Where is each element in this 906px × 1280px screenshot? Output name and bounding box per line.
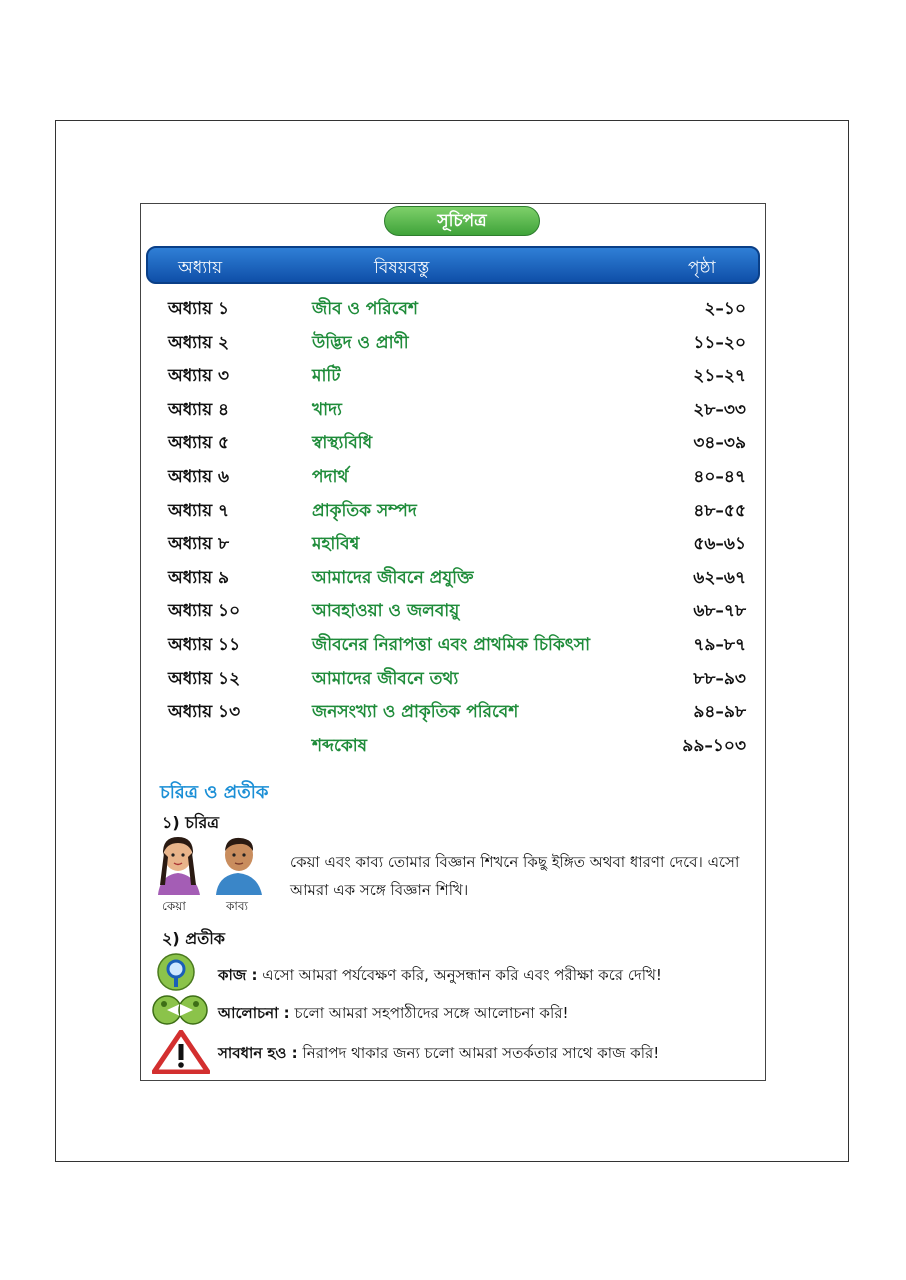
toc-chapter: অধ্যায় ৬ (168, 467, 230, 487)
toc-pages: ৪৮–৫৫ (693, 500, 746, 521)
toc-chapter: অধ্যায় ২ (168, 332, 230, 353)
symbol-discuss-row (152, 990, 752, 1034)
toc-topic: জীবনের নিরাপত্তা এবং প্রাথমিক চিকিৎসা (312, 635, 591, 655)
caution-text: নিরাপদ থাকার জন্য চলো আমরা সতর্কতার সাথে কাজ করি! (302, 1044, 660, 1062)
toc-topic: জনসংখ্যা ও প্রাকৃতিক পরিবেশ (312, 702, 519, 723)
toc-row (160, 292, 750, 322)
toc-pages: ২১–২৭ (693, 366, 746, 387)
toc-topic: আবহাওয়া ও জলবায়ু (312, 601, 460, 622)
magnifier-icon (156, 952, 196, 992)
header-chapter: অধ্যায় (178, 258, 223, 278)
toc-row (160, 695, 750, 725)
toc-chapter: অধ্যায় ১২ (168, 668, 241, 689)
caution-label: সাবধান হও : (218, 1044, 298, 1062)
toc-row (160, 662, 750, 692)
toc-row (160, 527, 750, 557)
toc-pages: ৩৪–৩৯ (693, 433, 746, 454)
toc-topic: খাদ্য (312, 399, 342, 420)
toc-topic: পদার্থ (312, 467, 349, 487)
discuss-text: চলো আমরা সহপাঠীদের সঙ্গে আলোচনা করি! (294, 1004, 569, 1022)
toc-chapter: অধ্যায় ৮ (168, 534, 230, 555)
toc-header (146, 246, 760, 284)
toc-pages: ১১–২০ (693, 332, 746, 353)
toc-row (160, 359, 750, 389)
toc-topic: উদ্ভিদ ও প্রাণী (312, 332, 409, 353)
toc-chapter: অধ্যায় ৯ (168, 567, 230, 588)
section-title: চরিত্র ও প্রতীক (160, 782, 269, 803)
toc-topic: জীব ও পরিবেশ (312, 299, 418, 319)
toc-topic: প্রাকৃতিক সম্পদ (312, 500, 417, 521)
toc-topic: আমাদের জীবনে তথ্য (312, 668, 459, 689)
toc-topic: মাটি (312, 366, 341, 387)
toc-pages: ৫৬–৬১ (693, 534, 746, 555)
toc-topic: শব্দকোষ (312, 735, 368, 756)
header-content: বিষয়বস্তু (374, 258, 430, 278)
toc-pages: ৯৯–১০৩ (682, 735, 746, 756)
toc-row (160, 460, 750, 490)
work-text: এসো আমরা পর্যবেক্ষণ করি, অনুসন্ধান করি এবং পরীক্ষা করে দেখি! (262, 966, 662, 984)
symbol-caution-row (152, 1030, 752, 1074)
toc-pages: ৭৯–৮৭ (693, 635, 746, 655)
character-name-kabbo: কাব্য (226, 899, 249, 913)
toc-topic: স্বাস্থ্যবিধি (312, 433, 373, 454)
toc-pages: ২–১০ (704, 299, 746, 319)
toc-row (160, 494, 750, 524)
toc-pages: ৯৪–৯৮ (693, 702, 746, 723)
toc-topic: মহাবিশ্ব (312, 534, 360, 555)
toc-row (160, 426, 750, 456)
toc-chapter: অধ্যায় ১০ (168, 601, 241, 622)
toc-chapter: অধ্যায় ১৩ (168, 702, 241, 723)
toc-pages: ২৮–৩৩ (693, 399, 746, 420)
warning-icon (152, 1030, 210, 1074)
toc-pages: ৪০–৪৭ (693, 467, 746, 487)
toc-row (160, 594, 750, 624)
toc-row (160, 729, 750, 759)
toc-row (160, 393, 750, 423)
toc-pages: ৬৮–৭৮ (693, 601, 746, 622)
work-label: কাজ : (218, 966, 258, 984)
toc-topic: আমাদের জীবনে প্রযুক্তি (312, 567, 474, 588)
characters-illustration (148, 833, 272, 897)
character-name-keya: কেয়া (162, 899, 186, 913)
symbols-heading: ২) প্রতীক (162, 929, 226, 948)
toc-row (160, 628, 750, 658)
toc-chapter: অধ্যায় ৭ (168, 500, 230, 521)
toc-row (160, 561, 750, 591)
toc-chapter: অধ্যায় ৫ (168, 433, 230, 454)
toc-pages: ৬২–৬৭ (693, 567, 746, 588)
toc-chapter: অধ্যায় ৩ (168, 366, 230, 387)
characters-heading: ১) চরিত্র (162, 813, 220, 832)
toc-row (160, 326, 750, 356)
discuss-label: আলোচনা : (218, 1004, 290, 1022)
toc-chapter: অধ্যায় ১ (168, 299, 230, 319)
discussion-icon (152, 992, 208, 1028)
toc-pages: ৮৮–৯৩ (693, 668, 746, 689)
toc-chapter: অধ্যায় ১১ (168, 635, 241, 655)
toc-title: সূচিপত্র (384, 206, 540, 236)
toc-chapter: অধ্যায় ৪ (168, 399, 230, 420)
characters-description: কেয়া এবং কাব্য তোমার বিজ্ঞান শিখনে কিছু ইঙ্গিত অথবা ধারণা দেবে। এসো আমরা এক সঙ্গে বিজ্ঞান শিখি। (290, 853, 740, 899)
header-page: পৃষ্ঠা (688, 258, 716, 278)
